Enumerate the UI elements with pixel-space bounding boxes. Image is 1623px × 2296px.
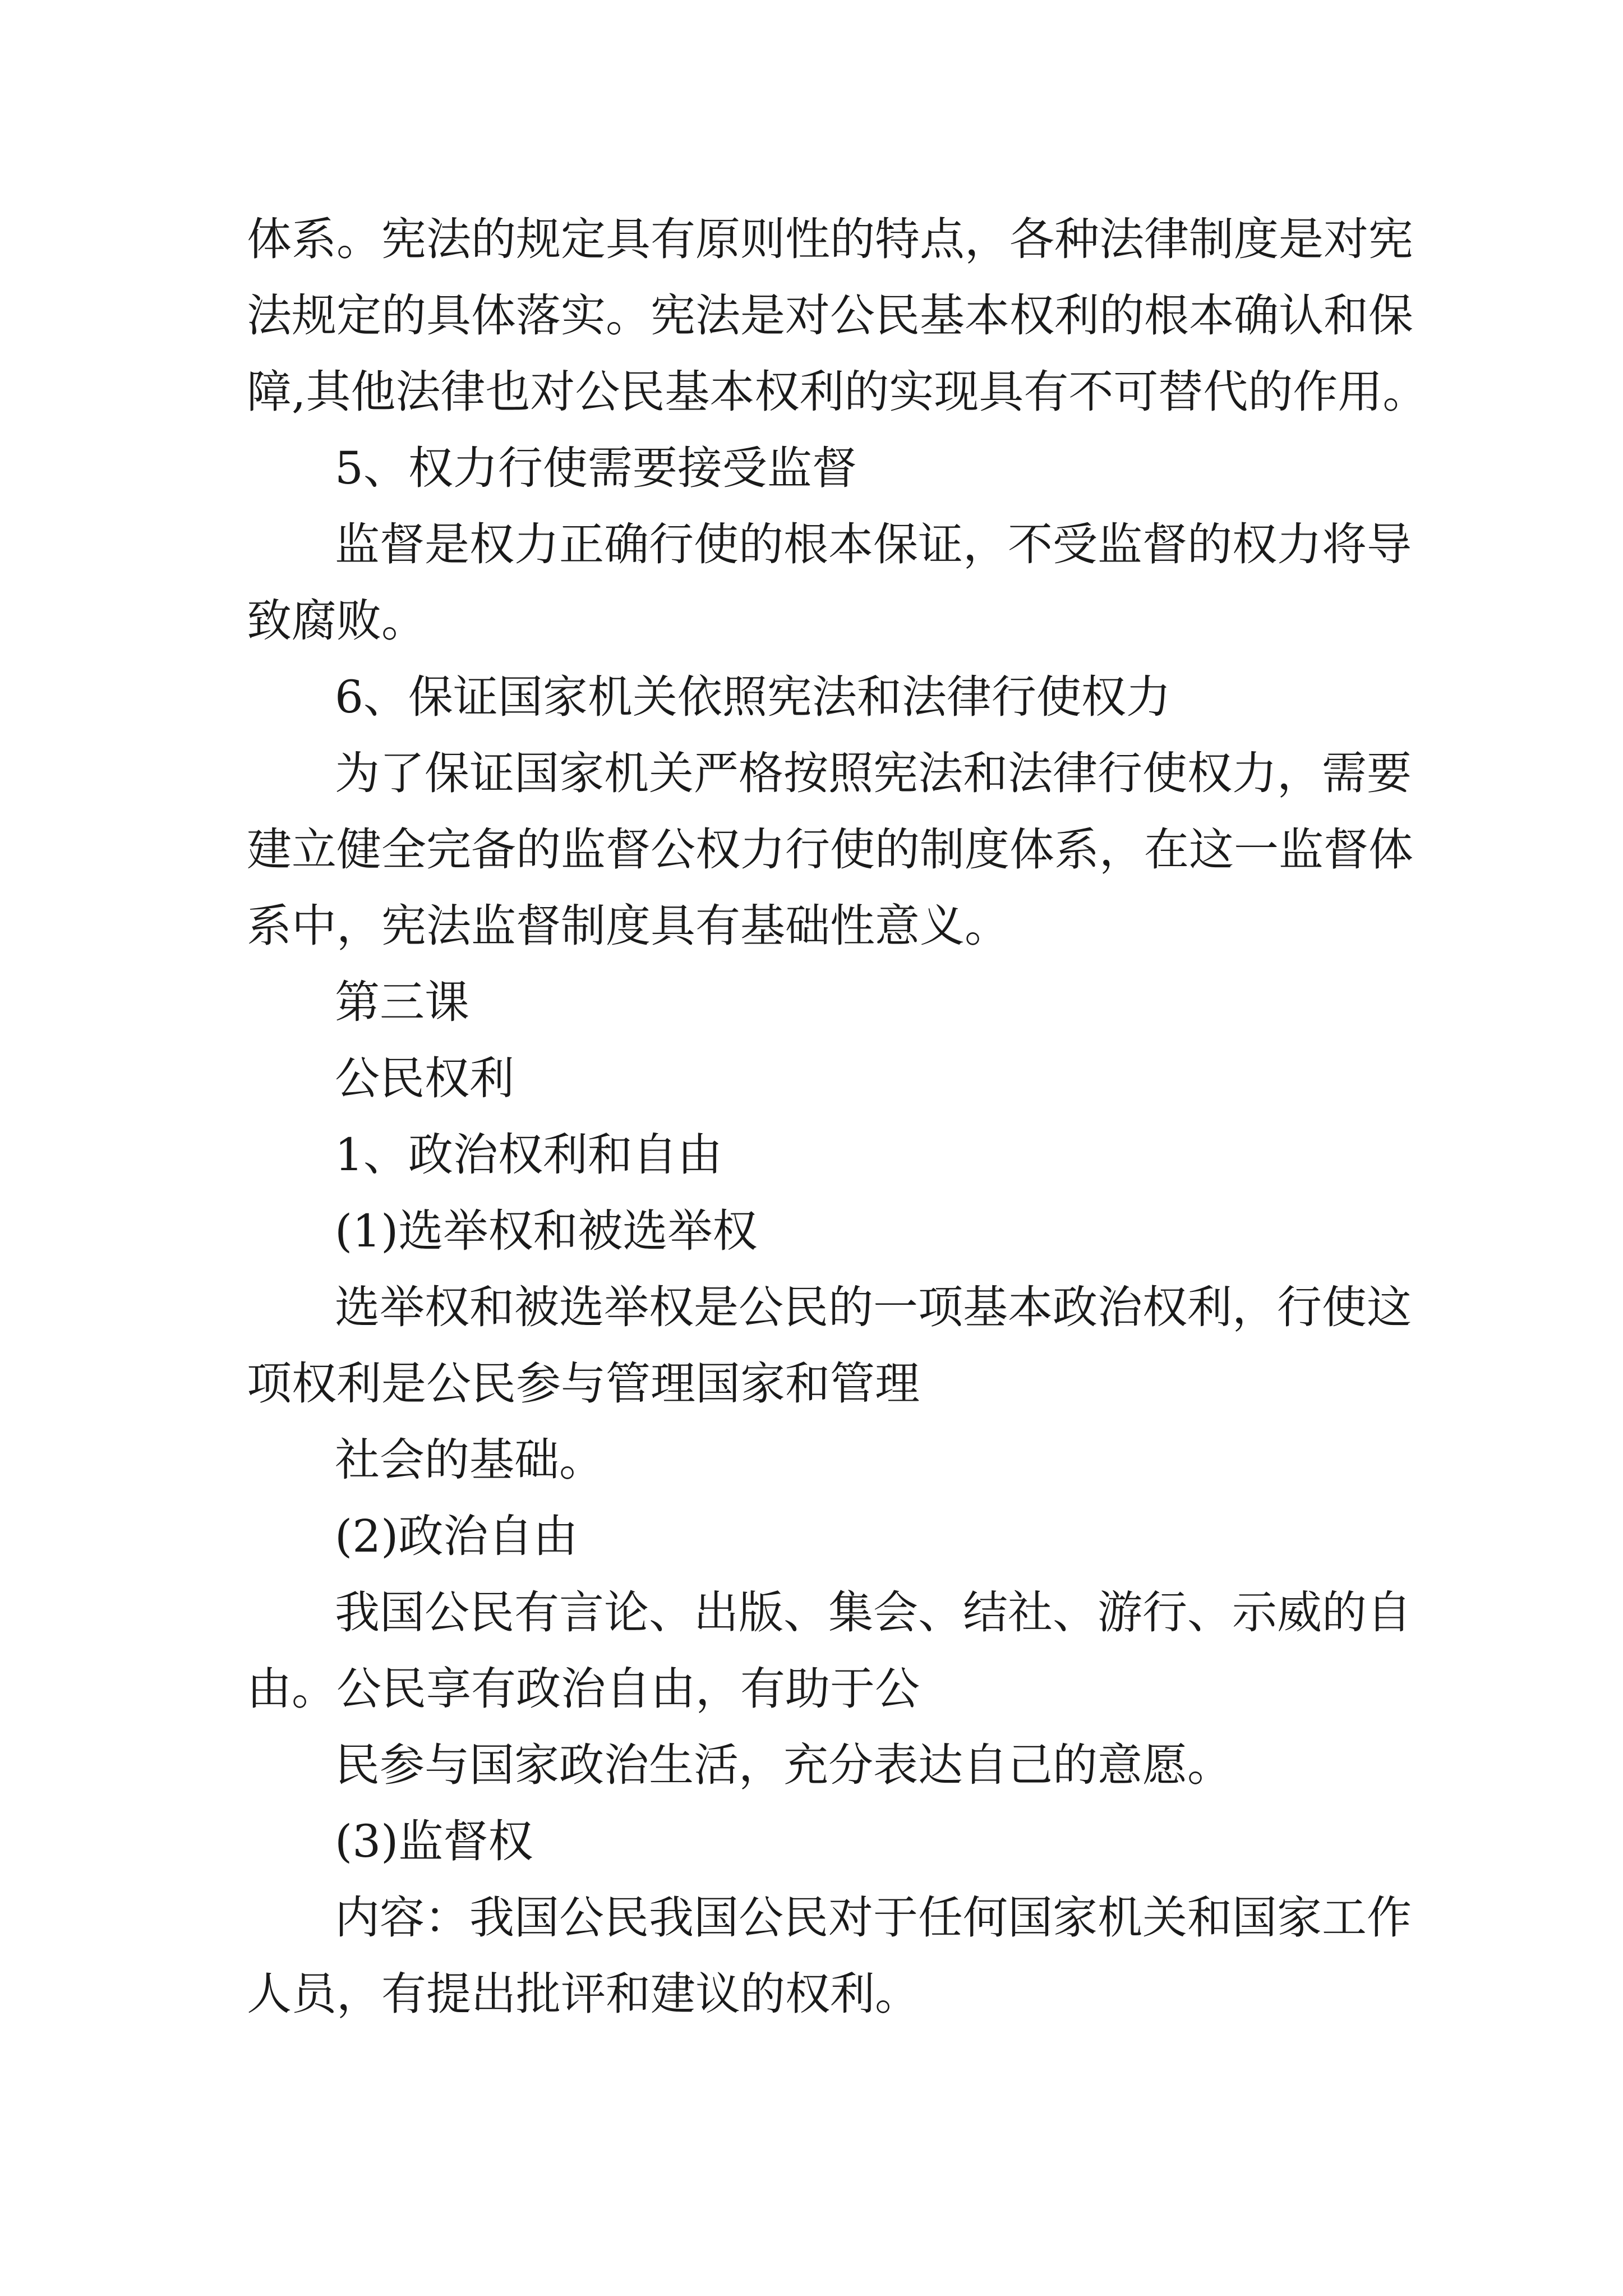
- lesson-title: 公民权利: [335, 1052, 514, 1105]
- body-text-line: 项权利是公民参与管理国家和管理: [247, 1358, 920, 1410]
- body-text-line: 监督是权力正确行使的根本保证，不受监督的权力将导: [335, 518, 1412, 570]
- body-text-line: 为了保证国家机关严格按照宪法和法律行使权力，需要: [335, 747, 1412, 799]
- section-heading: 5、权力行使需要接受监督: [335, 442, 857, 494]
- body-text-line: 体系。宪法的规定具有原则性的特点，各种法律制度是对宪: [247, 213, 1413, 265]
- lesson-heading: 第三课: [335, 976, 469, 1028]
- body-text-line: 内容：我国公民我国公民对于任何国家机关和国家工作: [335, 1892, 1412, 1944]
- body-text-line: 建立健全完备的监督公权力行使的制度体系，在这一监督体: [247, 823, 1413, 876]
- body-text-line: 法规定的具体落实。宪法是对公民基本权利的根本确认和保: [247, 289, 1413, 342]
- subsection-heading: (2)政治自由: [335, 1510, 578, 1562]
- body-text-line: 民参与国家政治生活，充分表达自己的意愿。: [335, 1739, 1232, 1791]
- body-text-line: 系中，宪法监督制度具有基础性意义。: [247, 900, 1009, 952]
- body-text-line: 由。公民享有政治自由，有助于公: [247, 1663, 920, 1715]
- section-heading: 1、政治权利和自由: [335, 1129, 722, 1181]
- body-text-line: 选举权和被选举权是公民的一项基本政治权利，行使这: [335, 1281, 1412, 1333]
- body-text-line: 障,其他法律也对公民基本权利的实现具有不可替代的作用。: [247, 366, 1428, 418]
- subsection-heading: (3)监督权: [335, 1815, 533, 1867]
- body-text-line: 人员，有提出批评和建议的权利。: [247, 1968, 920, 2020]
- section-heading: 6、保证国家机关依照宪法和法律行使权力: [335, 671, 1171, 723]
- subsection-heading: (1)选举权和被选举权: [335, 1205, 758, 1257]
- body-text-line: 致腐败。: [247, 595, 426, 647]
- body-text-line: 我国公民有言论、出版、集会、结社、游行、示威的自: [335, 1586, 1412, 1639]
- body-text-line: 社会的基础。: [335, 1434, 604, 1486]
